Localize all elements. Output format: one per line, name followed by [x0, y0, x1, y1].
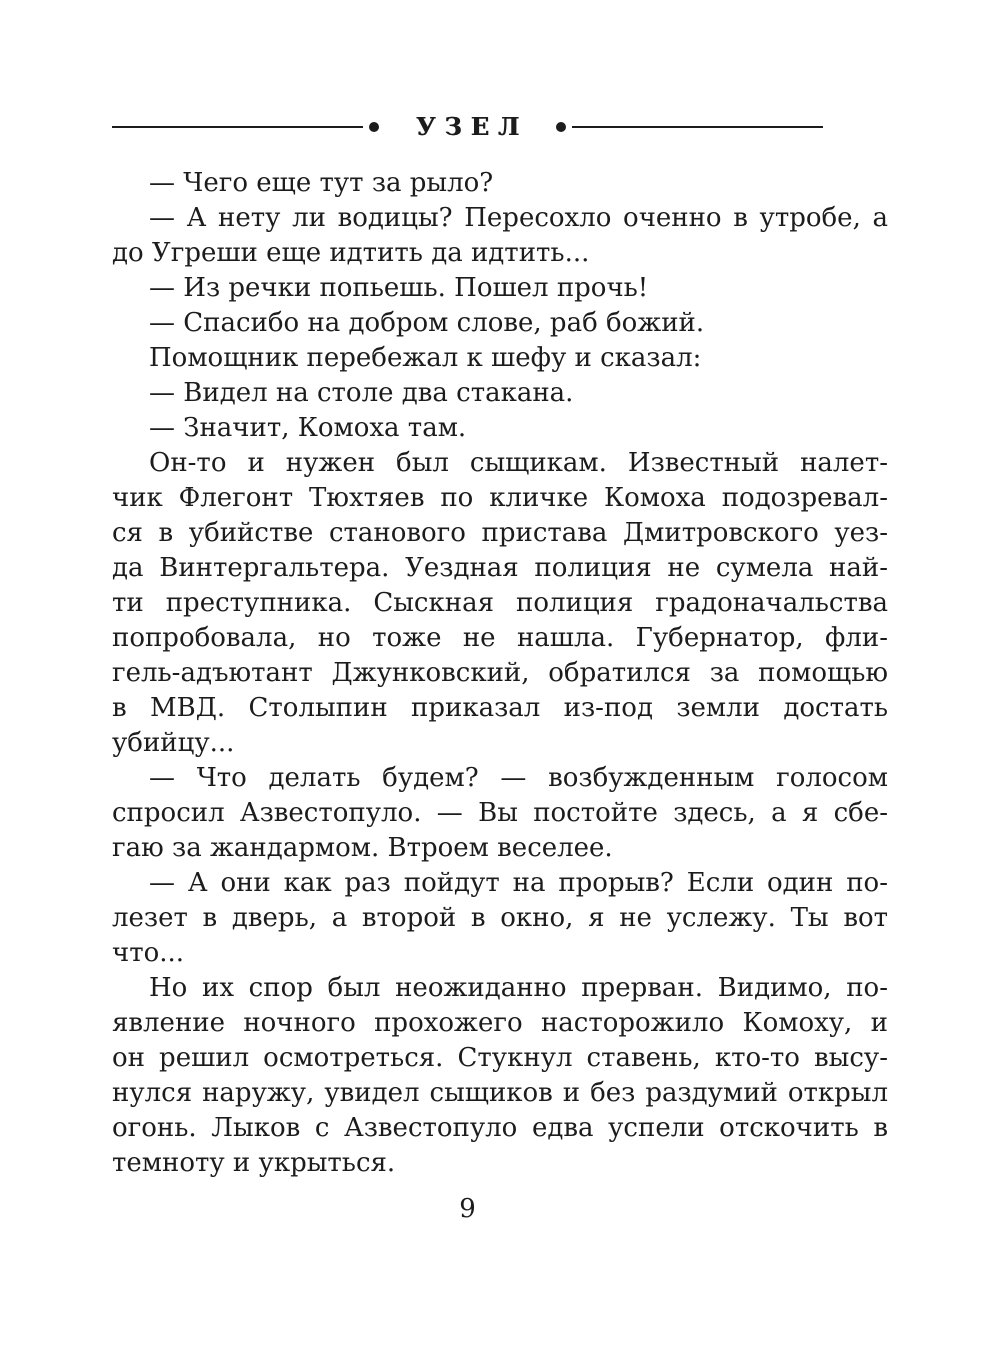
text-line: гаю за жандармом. Втроем веселее. — [112, 833, 613, 863]
text-line: — А они как раз пойдут на прорыв? Если один по- — [149, 868, 888, 898]
page-header — [112, 112, 823, 142]
text-line: да Винтергальтера. Уездная полиция не сумела най- — [112, 553, 888, 583]
text-line: он решил осмотреться. Стукнул ставень, кто-то высу- — [112, 1043, 888, 1073]
chapter-title: УЗЕЛ — [415, 112, 529, 141]
text-line: спросил Азвестопуло. — Вы постойте здесь, а я сбе- — [112, 798, 888, 828]
text-line: Он-то и нужен был сыщикам. Известный налет- — [149, 448, 888, 478]
text-line: до Угреши еще идтить да идтить... — [112, 238, 590, 268]
text-line: нулся наружу, увидел сыщиков и без раздумий открыл — [112, 1078, 888, 1108]
body-text — [112, 166, 888, 1181]
text-line: Помощник перебежал к шефу и сказал: — [149, 343, 702, 373]
text-line: чик Флегонт Тюхтяев по кличке Комоха подозревал- — [112, 483, 888, 513]
page-number: 9 — [459, 1194, 476, 1224]
text-line: — Что делать будем? — возбужденным голосом — [149, 763, 888, 793]
text-line: темноту и укрыться. — [112, 1148, 396, 1178]
header-dot-left-icon — [369, 122, 379, 132]
text-line: — А нету ли водицы? Пересохло оченно в утробе, а — [149, 203, 888, 233]
text-line: огонь. Лыков с Азвестопуло едва успели отскочить в — [112, 1113, 888, 1143]
text-line: что... — [112, 938, 185, 968]
text-line: Но их спор был неожиданно прерван. Видимо, по- — [149, 973, 888, 1003]
text-line: лезет в дверь, а второй в окно, я не услежу. Ты вот — [112, 903, 888, 933]
text-line: явление ночного прохожего насторожило Комоху, и — [112, 1008, 888, 1038]
text-line: ти преступника. Сыскная полиция градоначальства — [112, 588, 888, 618]
text-line: ся в убийстве станового пристава Дмитровского уез- — [112, 518, 888, 548]
text-line: в МВД. Столыпин приказал из-под земли достать — [112, 693, 888, 723]
text-line: попробовала, но тоже не нашла. Губернатор, фли- — [112, 623, 888, 653]
text-line: — Видел на столе два стакана. — [149, 378, 574, 408]
text-line: — Из речки попьешь. Пошел прочь! — [149, 273, 649, 303]
header-rule-right — [572, 126, 823, 128]
text-line: гель-адъютант Джунковский, обратился за помощью — [112, 658, 888, 688]
text-line: — Значит, Комоха там. — [149, 413, 467, 443]
text-line: — Чего еще тут за рыло? — [149, 168, 494, 198]
header-rule-left — [112, 126, 363, 128]
text-line: — Спасибо на добром слове, раб божий. — [149, 308, 705, 338]
text-line: убийцу... — [112, 728, 235, 758]
header-dot-right-icon — [556, 122, 566, 132]
